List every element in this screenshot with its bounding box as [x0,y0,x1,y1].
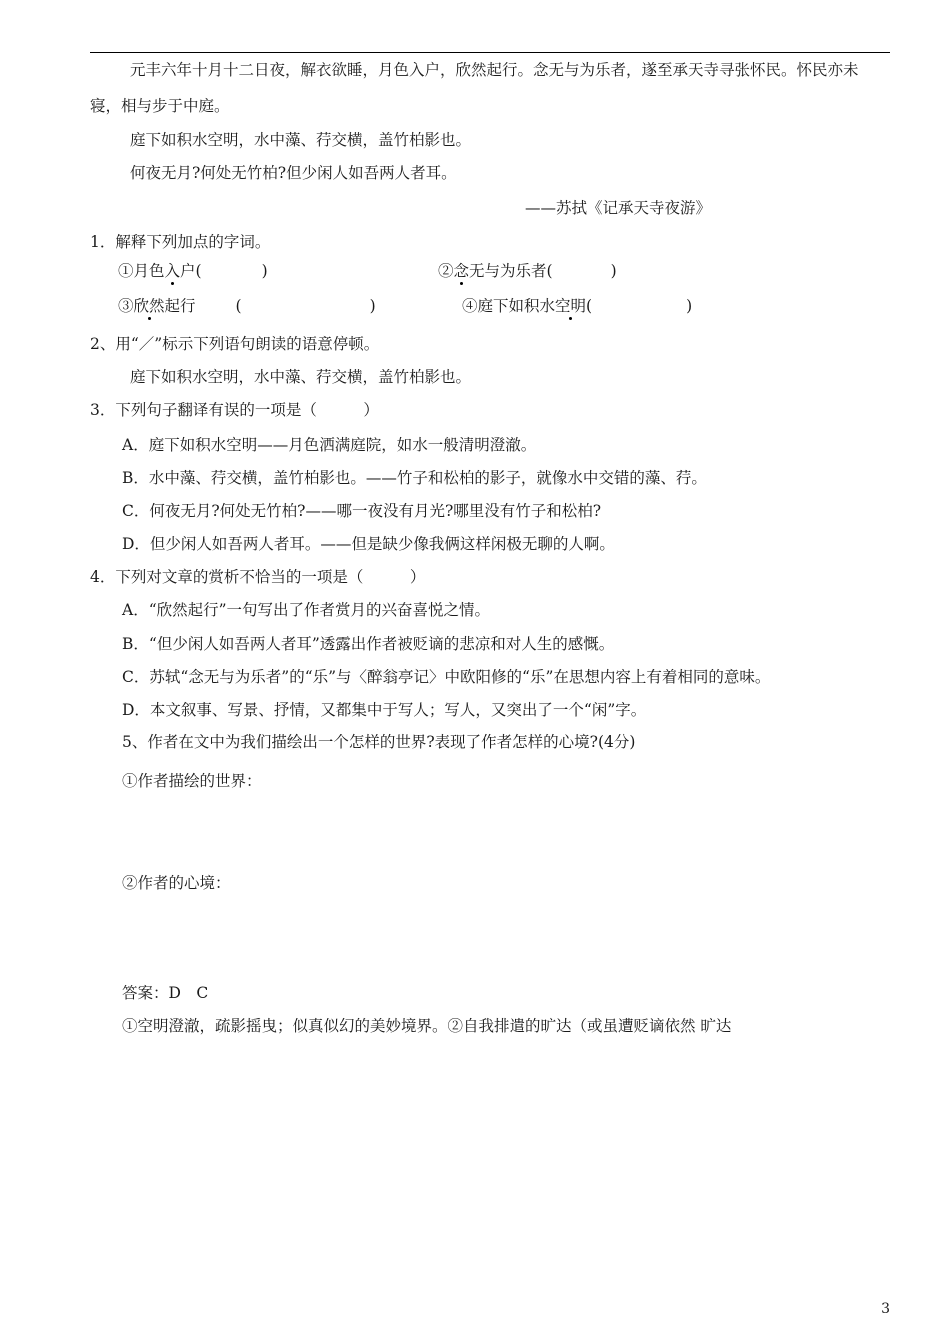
q5-sub1: ①作者描绘的世界： [122,772,262,790]
q3-option-c: C．何夜无月?何处无竹柏?——哪一夜没有月光?哪里没有竹子和松柏? [122,502,602,520]
page-number: 3 [881,1301,890,1317]
q4-option-d: D．本文叙事、写景、抒情，又都集中于写人；写人，又突出了一个“闲”字。 [122,701,647,719]
q3-option-d: D．但少闲人如吾两人者耳。——但是缺少像我俩这样闲极无聊的人啊。 [122,535,615,553]
dotted-char: 入 [164,262,181,280]
q1-title: 1．解释下列加点的字词。 [90,233,271,251]
q4-option-c: C．苏轼“念无与为乐者”的“乐”与〈醉翁亭记〉中欧阳修的“乐”在思想内容上有着相同的意味。 [122,668,771,686]
q1-item-4: ④庭下如积水空明( ) [462,297,693,315]
dotted-char: 念 [453,262,470,280]
q3-title: 3．下列句子翻译有误的一项是（ ） [90,401,379,419]
passage-line-2: 寝，相与步于中庭。 [90,97,230,115]
q4-title: 4．下列对文章的赏析不恰当的一项是（ ） [90,568,426,586]
answer-label: 答案：D C [122,984,209,1002]
q1-item-3: ③欣然起行 ( ) [118,297,376,315]
passage-source: ——苏拭《记承天寺夜游》 [525,199,712,217]
passage-line-3: 庭下如积水空明，水中藻、荇交横，盖竹柏影也。 [130,131,472,149]
passage-line-4: 何夜无月?何处无竹柏?但少闲人如吾两人者耳。 [130,164,457,182]
passage-line-1: 元丰六年十月十二日夜，解衣欲睡，月色入户，欣然起行。念无与为乐者，遂至承天寺寻张怀民。怀民亦未 [130,61,859,79]
q4-option-a: A．“欣然起行”一句写出了作者赏月的兴奋喜悦之情。 [122,601,491,619]
q5-title: 5、作者在文中为我们描绘出一个怎样的世界?表现了作者怎样的心境?(4分) [122,733,636,751]
dotted-char: 欣然 [133,297,165,315]
q1-item-2: ②念无与为乐者( ) [438,262,617,280]
q2-title: 2、用“／”标示下列语句朗读的语意停顿。 [90,335,380,353]
q5-sub2: ②作者的心境： [122,874,231,892]
q3-option-b: B．水中藻、荇交横，盖竹柏影也。——竹子和松柏的影子，就像水中交错的藻、荇。 [122,469,707,487]
q2-sentence: 庭下如积水空明，水中藻、荇交横，盖竹柏影也。 [130,368,472,386]
answer-detail: ①空明澄澈，疏影摇曳；似真似幻的美妙境界。②自我排遣的旷达（或虽遭贬谪依然 旷达 [122,1017,732,1035]
dotted-char: 空明 [555,297,587,315]
q1-item-1: ①月色入户( ) [118,262,268,280]
q4-option-b: B．“但少闲人如吾两人者耳”透露出作者被贬谪的悲凉和对人生的感慨。 [122,635,615,653]
q3-option-a: A．庭下如积水空明——月色洒满庭院，如水一般清明澄澈。 [122,436,537,454]
header-rule [90,52,890,53]
